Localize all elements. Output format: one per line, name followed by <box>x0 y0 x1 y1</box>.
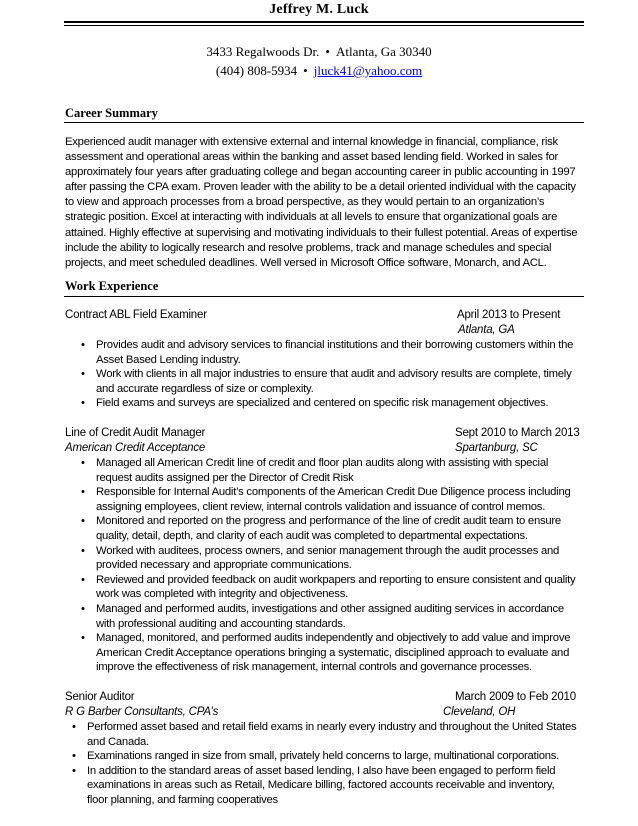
job-company-row <box>65 441 577 456</box>
bullet-text: Monitored and reported on the progress and performance of the line of credit audit team to ensure quality, detail, depth, and clarity of each audit was completed to departmental expectations. <box>96 515 561 542</box>
bullet-icon: • <box>81 573 85 586</box>
job-company: R G Barber Consultants, CPA’s <box>65 706 219 718</box>
bullet-text: Reviewed and provided feedback on audit workpapers and reporting to ensure consistent and quality work was completed with integrity and objectiveness. <box>96 573 576 601</box>
phone-number: (404) 808-5934 <box>215 63 298 78</box>
list-item <box>81 573 577 602</box>
bullet-icon: • <box>72 750 76 763</box>
bullet-text: Worked with auditees, process owners, and senior management through the audit processes and provided necessary and appropriate communications. <box>96 544 560 572</box>
bullet-icon: • <box>81 397 85 410</box>
bullet-text: Examinations ranged in size from small, privately held concerns to large, multinational corporations. <box>87 750 560 763</box>
list-item <box>72 720 577 749</box>
bullet-text: Managed and performed audits, investigations and other assigned auditing services in accordance with professional auditing and accounting standards. <box>96 602 564 630</box>
list-item <box>81 544 577 573</box>
bullet-text: Field exams and surveys are specialized and centered on specific risk management objectives. <box>96 397 549 410</box>
bullet-text: Performed asset based and retail field exams in nearly every industry and throughout the United States and Canada. <box>87 721 577 748</box>
work-experience-rule <box>64 296 584 297</box>
job-dates: March 2009 to Feb 2010 <box>455 691 576 703</box>
header-rule-thick <box>64 21 584 23</box>
career-summary-heading: Career Summary <box>65 106 158 120</box>
job-location: Spartanburg, SC <box>455 442 538 454</box>
city-state-zip: Atlanta, Ga 30340 <box>335 44 432 59</box>
job-title-row <box>65 690 577 705</box>
separator-dot: • <box>325 44 330 59</box>
bullet-icon: • <box>72 764 76 777</box>
list-item <box>81 456 577 485</box>
header-rule-thin <box>64 25 584 26</box>
list-item <box>72 749 577 764</box>
bullet-text: In addition to the standard areas of asset based lending, I also have been engaged to perform field examinations in areas such as Retail, Medicare billing, factored accounts receivable and inventory, floor planning, and farming cooperatives <box>87 764 556 806</box>
job-entry <box>65 308 577 411</box>
bullet-icon: • <box>72 721 76 733</box>
bullet-icon: • <box>81 457 85 469</box>
bullet-text: Managed all American Credit line of credit and floor plan audits along with assisting with special request audits assigned per the Director of Credit Risk <box>96 457 549 484</box>
job-company-row <box>65 323 577 338</box>
bullet-text: Provides audit and advisory services to financial institutions and their borrowing customers within the Asset Based Lending industry. <box>96 339 574 366</box>
job-bullet-list <box>81 456 577 675</box>
separator-dot: • <box>303 63 308 78</box>
list-item <box>81 367 577 396</box>
list-item <box>81 514 577 543</box>
list-item <box>81 338 577 367</box>
resume-name: Jeffrey M. Luck <box>269 2 369 17</box>
list-item <box>81 396 577 411</box>
job-bullet-list <box>72 720 577 808</box>
job-location: Atlanta, GA <box>458 324 515 336</box>
list-item <box>81 631 577 675</box>
bullet-icon: • <box>81 515 85 528</box>
bullet-icon: • <box>81 339 85 351</box>
job-dates: Sept 2010 to March 2013 <box>455 427 580 439</box>
phone-email-line <box>0 63 638 79</box>
job-location: Cleveland, OH <box>443 706 516 718</box>
job-title: Contract ABL Field Examiner <box>65 309 207 321</box>
job-company: American Credit Acceptance <box>65 442 206 454</box>
job-title-row <box>65 308 577 323</box>
job-title-row <box>65 426 580 441</box>
bullet-icon: • <box>81 602 85 615</box>
street-address: 3433 Regalwoods Dr. <box>206 44 320 59</box>
job-title: Line of Credit Audit Manager <box>65 427 206 439</box>
job-entry <box>65 426 580 675</box>
address-line <box>0 44 638 60</box>
job-dates: April 2013 to Present <box>457 309 561 321</box>
bullet-icon: • <box>81 368 85 381</box>
career-summary-text: Experienced audit manager with extensive external and internal knowledge in financial, compliance, risk assessment and operational areas within the banking and asset based lending field. Worked in sales for approximately four years after graduating college and began accounting career in public accounting in 1997 after passing the CPA exam. Proven leader with the ability to be a detail oriented individual with the capacity to view and approach processes from a broad perspective, as they would pertain to an organization’s strategic position. Excel at interacting with individuals at all levels to ensure that organizational goals are attained. Highly effective at supervising and motivating individuals to their fullest potential. Areas of expertise include the ability to logically research and resolve problems, track and manage schedules and special projects, and meet scheduled deadlines. Well versed in Microsoft Office software, Monarch, and ACL. <box>65 136 578 269</box>
bullet-icon: • <box>81 632 85 645</box>
work-experience-heading: Work Experience <box>65 279 159 293</box>
list-item <box>81 602 577 631</box>
list-item <box>81 485 577 514</box>
job-entry <box>65 690 577 808</box>
bullet-text: Managed, monitored, and performed audits independently and objectively to add value and improve American Credit Acceptance operations bringing a systematic, disciplined approach to evaluate and improve the effectiveness of risk management, internal controls and governance processes. <box>96 632 571 674</box>
bullet-text: Work with clients in all major industries to ensure that audit and advisory results are complete, timely and accurate regardless of size or complexity. <box>96 368 572 395</box>
bullet-text: Responsible for Internal Audit’s components of the American Credit Due Diligence process including assigning employees, client review, internal controls validation and issuance of control memos. <box>96 486 571 513</box>
career-summary-rule <box>64 122 584 123</box>
job-bullet-list <box>81 338 577 411</box>
bullet-icon: • <box>81 486 85 499</box>
job-company-row <box>65 705 577 720</box>
list-item <box>72 764 577 808</box>
email-link[interactable]: jluck41@yahoo.com <box>313 63 423 78</box>
job-title: Senior Auditor <box>65 691 135 703</box>
bullet-icon: • <box>81 544 85 557</box>
